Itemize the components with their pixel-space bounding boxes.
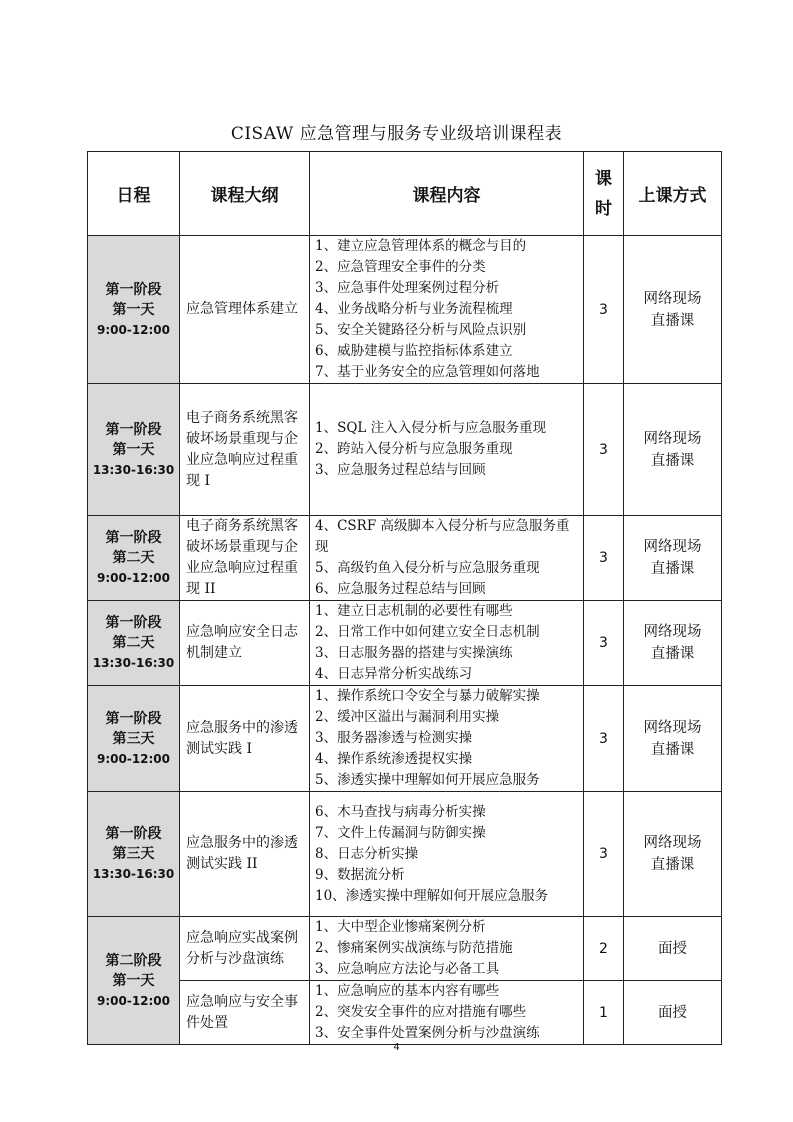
content-cell: [310, 516, 584, 601]
method-cell: 网络现场 直播课: [624, 236, 722, 384]
content-item: 3、应急事件处理案例过程分析: [315, 280, 500, 296]
content-item: 4、日志异常分析实战练习: [315, 666, 473, 682]
content-cell: [310, 384, 584, 516]
schedule-cell: 第一阶段 第三天 13:30-16:30: [88, 792, 180, 917]
method-cell: 网络现场 直播课: [624, 792, 722, 917]
content-item: 3、应急响应方法论与必备工具: [315, 961, 500, 977]
method-cell: 网络现场 直播课: [624, 601, 722, 686]
content-item: 2、缓冲区溢出与漏洞利用实操: [315, 709, 500, 725]
hours-cell: 3: [584, 686, 624, 792]
outline-cell: 应急响应实战案例分析与沙盘演练: [180, 917, 310, 981]
table-row: [88, 236, 722, 384]
content-item: 2、应急管理安全事件的分类: [315, 259, 486, 275]
table-row: [88, 792, 722, 917]
content-item: 5、渗透实操中理解如何开展应急服务: [315, 772, 540, 788]
header-method: 上课方式: [624, 152, 722, 236]
content-item: 5、高级钓鱼入侵分析与应急服务重现: [315, 560, 540, 576]
table-row: [88, 601, 722, 686]
header-row: [88, 152, 722, 236]
hours-cell: 2: [584, 917, 624, 981]
outline-cell: 电子商务系统黑客破坏场景重现与企业应急响应过程重现 II: [180, 516, 310, 601]
header-outline: 课程大纲: [180, 152, 310, 236]
table-row: [88, 981, 722, 1045]
content-item: 2、日常工作中如何建立安全日志机制: [315, 624, 540, 640]
content-item: 10、渗透实操中理解如何开展应急服务: [315, 887, 549, 904]
content-item: 4、操作系统渗透提权实操: [315, 751, 473, 767]
outline-cell: 应急管理体系建立: [180, 236, 310, 384]
hours-cell: 3: [584, 236, 624, 384]
schedule-cell: 第一阶段 第三天 9:00-12:00: [88, 686, 180, 792]
outline-cell: 应急响应安全日志机制建立: [180, 601, 310, 686]
schedule-cell: 第一阶段 第二天 9:00-12:00: [88, 516, 180, 601]
content-cell: [310, 236, 584, 384]
method-cell: 网络现场 直播课: [624, 516, 722, 601]
course-schedule-table: [87, 151, 722, 1045]
content-item: 7、文件上传漏洞与防御实操: [315, 824, 486, 841]
content-cell: [310, 792, 584, 917]
hours-cell: 3: [584, 601, 624, 686]
outline-cell: 应急服务中的渗透测试实践 II: [180, 792, 310, 917]
content-item: 1、建立日志机制的必要性有哪些: [315, 603, 513, 619]
hours-cell: 3: [584, 792, 624, 917]
content-item: 1、建立应急管理体系的概念与目的: [315, 238, 527, 254]
content-cell: [310, 917, 584, 981]
content-item: 1、SQL 注入入侵分析与应急服务重现: [315, 420, 547, 436]
content-item: 5、安全关键路径分析与风险点识别: [315, 322, 527, 338]
schedule-cell: 第二阶段 第一天 9:00-12:00: [88, 917, 180, 1045]
content-item: 3、服务器渗透与检测实操: [315, 730, 473, 746]
content-item: 4、业务战略分析与业务流程梳理: [315, 301, 513, 317]
header-content: 课程内容: [310, 152, 584, 236]
method-cell: 网络现场 直播课: [624, 384, 722, 516]
method-cell: 面授: [624, 981, 722, 1045]
schedule-cell: 第一阶段 第一天 9:00-12:00: [88, 236, 180, 384]
table-row: [88, 516, 722, 601]
content-item: 3、应急服务过程总结与回顾: [315, 462, 486, 478]
header-schedule: 日程: [88, 152, 180, 236]
method-cell: 网络现场 直播课: [624, 686, 722, 792]
page-number: 4: [393, 1042, 400, 1053]
hours-cell: 3: [584, 516, 624, 601]
schedule-cell: 第一阶段 第一天 13:30-16:30: [88, 384, 180, 516]
content-item: 6、应急服务过程总结与回顾: [315, 581, 486, 597]
content-item: 6、木马查找与病毒分析实操: [315, 803, 486, 820]
content-item: 2、突发安全事件的应对措施有哪些: [315, 1004, 527, 1020]
content-item: 8、日志分析实操: [315, 845, 419, 862]
header-hours: 课 时: [584, 152, 624, 236]
content-item: 1、应急响应的基本内容有哪些: [315, 983, 500, 999]
content-item: 3、安全事件处置案例分析与沙盘演练: [315, 1025, 540, 1041]
content-item: 2、跨站入侵分析与应急服务重现: [315, 441, 513, 457]
content-cell: [310, 601, 584, 686]
hours-cell: 1: [584, 981, 624, 1045]
outline-cell: 电子商务系统黑客破坏场景重现与企业应急响应过程重现 I: [180, 384, 310, 516]
table-row: [88, 384, 722, 516]
content-item: 2、惨痛案例实战演练与防范措施: [315, 940, 513, 956]
content-item: 9、数据流分析: [315, 866, 405, 883]
content-item: 4、CSRF 高级脚本入侵分析与应急服务重现: [315, 518, 570, 555]
outline-cell: 应急服务中的渗透测试实践 I: [180, 686, 310, 792]
page-title: CISAW 应急管理与服务专业级培训课程表: [230, 124, 563, 144]
content-cell: [310, 981, 584, 1045]
method-cell: 面授: [624, 917, 722, 981]
schedule-cell: 第一阶段 第二天 13:30-16:30: [88, 601, 180, 686]
table-row: [88, 917, 722, 981]
table-row: [88, 686, 722, 792]
content-item: 1、大中型企业惨痛案例分析: [315, 919, 486, 935]
content-item: 3、日志服务器的搭建与实操演练: [315, 645, 513, 661]
content-item: 7、基于业务安全的应急管理如何落地: [315, 364, 540, 380]
content-item: 6、威胁建模与监控指标体系建立: [315, 343, 513, 359]
hours-cell: 3: [584, 384, 624, 516]
content-item: 1、操作系统口令安全与暴力破解实操: [315, 688, 540, 704]
outline-cell: 应急响应与安全事件处置: [180, 981, 310, 1045]
content-cell: [310, 686, 584, 792]
